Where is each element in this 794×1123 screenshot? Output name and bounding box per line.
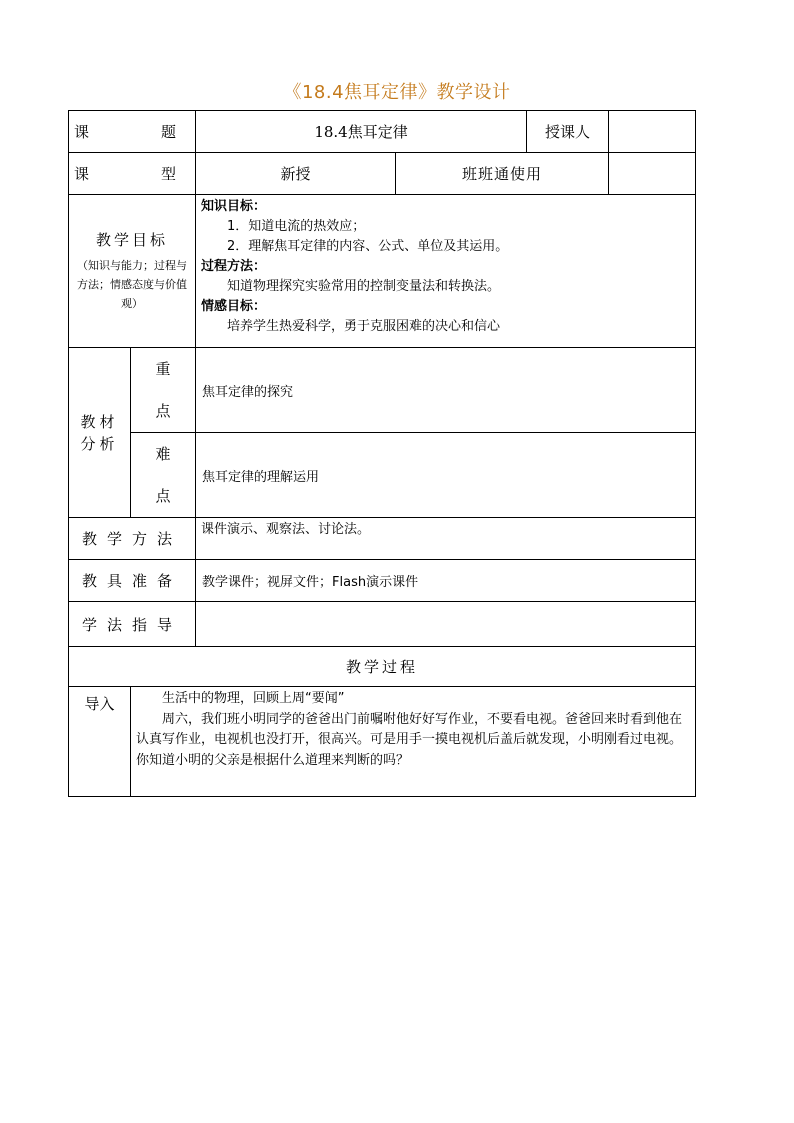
knowledge-item-2: 2．理解焦耳定律的内容、公式、单位及其运用。: [227, 239, 509, 254]
tools-value: 教学课件；视屏文件；Flash演示课件: [196, 560, 696, 602]
emotion-heading: 情感目标：: [201, 299, 267, 314]
analysis-label-2: 分析: [80, 434, 119, 453]
objectives-row: [69, 195, 696, 348]
analysis-label-1: 教材: [80, 412, 119, 431]
process-item-1: 知道物理探究实验常用的控制变量法和转换法。: [227, 279, 501, 294]
type-row: [69, 153, 696, 195]
objectives-label-cell: [69, 195, 196, 348]
key-point-label: [131, 348, 196, 433]
method-value: 课件演示、观察法、讨论法。: [196, 518, 696, 560]
difficulty-label: [131, 433, 196, 518]
knowledge-item-1: 1．知道电流的热效应；: [227, 219, 366, 234]
emotion-item-1: 培养学生热爱科学，勇于克服困难的决心和信心: [227, 319, 501, 334]
intro-line-1: 生活中的物理，回顾上周“要闻”: [162, 691, 345, 706]
key-point-char-1: 重: [155, 360, 171, 378]
process-title: 教学过程: [69, 647, 696, 687]
topic-label: 课 题: [69, 111, 196, 153]
lesson-plan-table: [68, 110, 696, 797]
difficulty-char-2: 点: [155, 487, 171, 505]
key-point-char-2: 点: [155, 402, 171, 420]
tools-label: 教具准备: [69, 560, 196, 602]
type-label: 课 型: [69, 153, 196, 195]
page-title: 《18.4焦耳定律》教学设计: [283, 82, 511, 103]
difficulty-char-1: 难: [155, 445, 171, 463]
knowledge-heading: 知识目标：: [201, 199, 267, 214]
type-value: 新授: [196, 153, 396, 195]
difficulty-row: [69, 433, 696, 518]
guide-value: [196, 602, 696, 647]
objectives-content: [196, 195, 696, 348]
intro-row: [69, 687, 696, 797]
topic-row: [69, 111, 696, 153]
key-point-row: [69, 348, 696, 433]
class-value: [609, 153, 696, 195]
guide-row: [69, 602, 696, 647]
method-label: 教学方法: [69, 518, 196, 560]
difficulty-value: 焦耳定律的理解运用: [196, 433, 696, 518]
objectives-sublabel: （知识与能力；过程与方法；情感态度与价值观）: [77, 259, 187, 310]
method-row: [69, 518, 696, 560]
teacher-label: 授课人: [527, 111, 609, 153]
intro-label: 导入: [69, 687, 131, 797]
analysis-label-cell: [69, 348, 131, 518]
guide-label: 学法指导: [69, 602, 196, 647]
topic-value: 18.4焦耳定律: [196, 111, 527, 153]
process-title-row: [69, 647, 696, 687]
objectives-label: 教学目标: [96, 231, 169, 249]
intro-content: [131, 687, 696, 797]
process-heading: 过程方法：: [201, 259, 267, 274]
intro-line-3: 你知道小明的父亲是根据什么道理来判断的吗？: [136, 752, 410, 768]
teacher-value: [609, 111, 696, 153]
class-label: 班班通使用: [396, 153, 609, 195]
intro-line-2: 周六，我们班小明同学的爸爸出门前嘱咐他好好写作业，不要看电视。爸爸回来时看到他在认真写作业，电视机也没打开，很高兴。可是用手一摸电视机后盖后就发现，小明刚看过电视。: [136, 711, 683, 747]
key-point-value: 焦耳定律的探究: [196, 348, 696, 433]
tools-row: [69, 560, 696, 602]
